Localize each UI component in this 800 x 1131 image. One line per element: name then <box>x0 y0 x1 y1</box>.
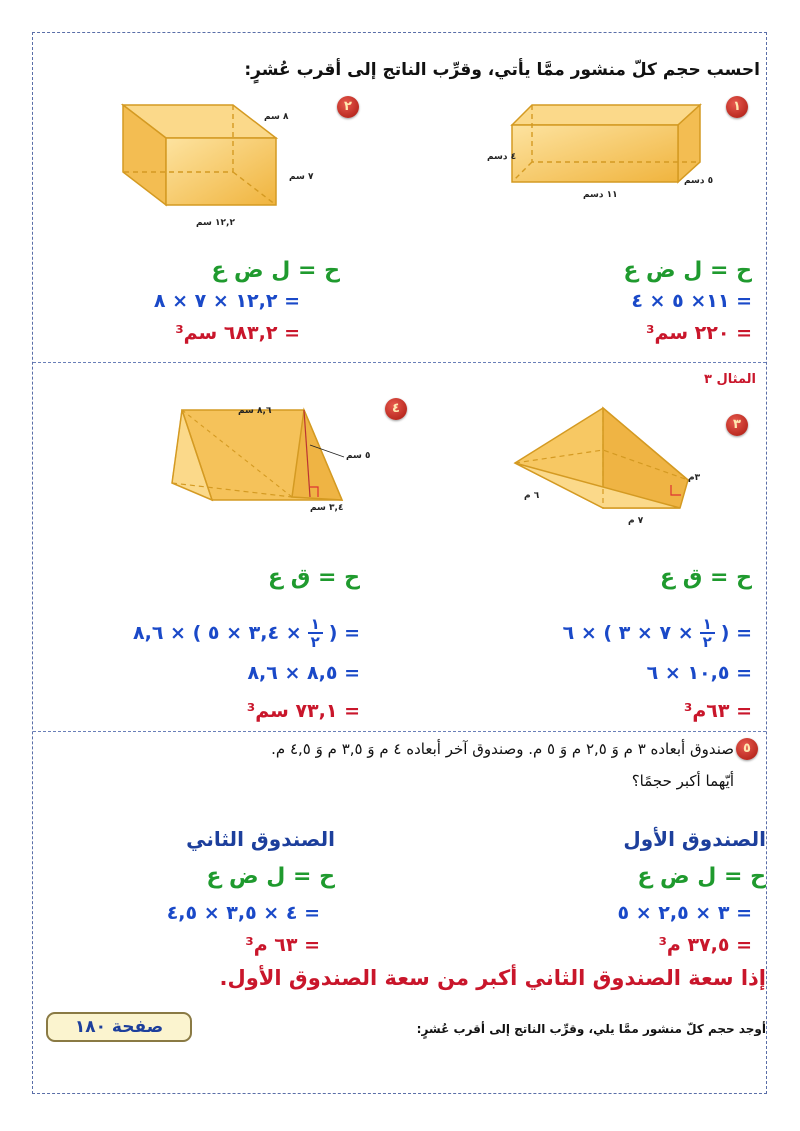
prism-4-frac-den: ٢ <box>310 633 320 651</box>
prism-4-step1-post: × ٣,٤ × ٥ ) × ٨,٦ <box>133 622 302 644</box>
prism-3-frac-den: ٢ <box>702 633 712 651</box>
footer-instruction: أوجد حجم كلّ منشور ممَّا يلي، وقرِّب الناتج إلى أقرب عُشرٍ: <box>416 1022 766 1036</box>
prism-2-step1: = ١٢,٢ × ٧ × ٨ <box>153 290 300 312</box>
box-1-step1: = ٣ × ٢,٥ × ٥ <box>617 902 752 924</box>
example-label: المثال ٣ <box>704 372 756 387</box>
page-number-tag: صفحة ١٨٠ <box>46 1012 192 1042</box>
prism-1-length-label: ١١ دسم <box>583 190 618 200</box>
prism-1-step1: = ١١× ٥ × ٤ <box>631 290 752 312</box>
badge-2: ٢ <box>337 96 359 118</box>
badge-4: ٤ <box>385 398 407 420</box>
badge-1: ١ <box>726 96 748 118</box>
prism-3-step2: = ١٠,٥ × ٦ <box>646 662 752 684</box>
prism-4-step1-pre: = ( <box>328 622 360 644</box>
prism-1-result: = ٢٢٠ سم³ <box>646 322 752 344</box>
prism-3-fraction <box>700 616 715 650</box>
box-1-result: = ٣٧,٥ م³ <box>658 934 752 956</box>
prism-1-height-label: ٤ دسم <box>487 152 517 162</box>
prism-4-length-label: ٨,٦ سم <box>238 406 272 416</box>
conclusion: إذا سعة الصندوق الثاني أكبر من سعة الصندوق الأول. <box>219 966 766 990</box>
prism-3-formula: ح = ق ع <box>660 565 752 590</box>
prism-3-height-label: ٣م <box>688 473 701 483</box>
prism-2-depth-label: ٨ سم <box>264 112 289 122</box>
prism-4-frac-num: ١ <box>308 616 323 634</box>
section-divider-1 <box>33 362 766 363</box>
prism-4-formula: ح = ق ع <box>268 565 360 590</box>
prism-3-side-label: ٦ م <box>524 491 540 501</box>
prism-1-depth-label: ٥ دسم <box>684 176 714 186</box>
prism-4-height-label: ٥ سم <box>346 451 371 461</box>
prism-4-base-label: ٣,٤ سم <box>310 503 344 513</box>
prism-1-figure <box>490 100 710 195</box>
prism-3-result: = ٦٣م³ <box>683 700 752 722</box>
prism-3-step1-pre: = ( <box>720 622 752 644</box>
prism-2-figure <box>118 100 283 210</box>
prism-3-frac-num: ١ <box>700 616 715 634</box>
prism-1-formula: ح = ل ض ع <box>623 258 752 283</box>
prism-3-step1 <box>563 616 752 650</box>
prism-3-step1-post: × ٧ × ٣ ) × ٦ <box>562 622 694 644</box>
prism-4-step1 <box>133 616 360 650</box>
box-2-step1: = ٤ × ٣,٥ × ٤,٥ <box>166 902 320 924</box>
box-1-formula: ح = ل ض ع <box>637 864 766 889</box>
problem-5-line2: أيّهما أكبر حجمًا؟ <box>631 772 734 790</box>
box-1-title: الصندوق الأول <box>623 827 766 851</box>
prism-4-figure <box>162 405 347 510</box>
prism-4-step2: = ٨,٥ × ٨,٦ <box>247 662 360 684</box>
badge-3: ٣ <box>726 414 748 436</box>
prism-4-result: = ٧٣,١ سم³ <box>246 700 360 722</box>
prism-2-result: = ٦٨٣,٢ سم³ <box>175 322 300 344</box>
prism-2-length-label: ١٢,٢ سم <box>196 218 235 228</box>
box-2-result: = ٦٣ م³ <box>245 934 320 956</box>
prism-2-height-label: ٧ سم <box>289 172 314 182</box>
section-divider-2 <box>33 731 766 732</box>
badge-5: ٥ <box>736 738 758 760</box>
prism-2-formula: ح = ل ض ع <box>211 258 340 283</box>
prism-4-fraction <box>308 616 323 650</box>
instruction: احسب حجم كلّ منشور ممَّا يأتي، وقرِّب الناتج إلى أقرب عُشرٍ: <box>244 60 760 80</box>
prism-3-base-label: ٧ م <box>628 516 644 526</box>
box-2-formula: ح = ل ض ع <box>206 864 335 889</box>
problem-5-line1: صندوق أبعاده ٣ م وَ ٢,٥ م وَ ٥ م. وصندوق آخر أبعاده ٤ م وَ ٣,٥ م وَ ٤,٥ م. <box>271 740 734 758</box>
box-2-title: الصندوق الثاني <box>186 827 335 851</box>
